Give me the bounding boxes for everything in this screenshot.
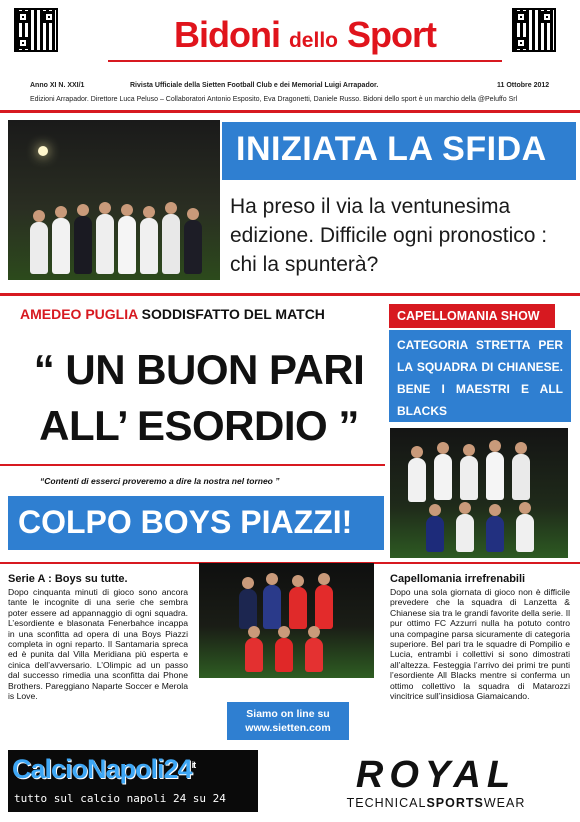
headline-colpo: COLPO BOYS PIAZZI! — [8, 496, 384, 550]
article-right-body: Dopo una sola giornata di gioco non è difficile prevedere che la squadra di Lanzetta & Chianese sia tra le grandi favorite della serie. Il pur ottimo FC Azzurri nulla ha potuto contro una compagine parsa sicuramente di categoria superiore. Bel pari tra le squadre di Pompilio e Lucia, entrambi i collettivi si sono dimostrati all’altezza. Festeggia l’arrivo dei primi tre punti l’esordiente All Blacks mentre si conferma un ottimo collettivo la squadra di Matarozzi vincitrice sull’insidiosa Giamaicando. — [390, 587, 570, 702]
main-quote: “ UN BUON PARI ALL’ ESORDIO ” — [33, 346, 365, 449]
rule-3 — [0, 464, 385, 466]
qr-code-left — [14, 8, 58, 52]
rule-1 — [0, 110, 580, 113]
team-photo-center — [199, 563, 374, 678]
sidebar-title: CAPELLOMANIA SHOW — [389, 304, 555, 328]
ad-right-logo: ROYAL — [355, 754, 517, 796]
credits-line: Edizioni Arrapador. Direttore Luca Peluso – Collaboratori Antonio Esposito, Eva Dragonetti, Daniele Russo. Bidoni dello sport è un marchio della @Peluffo Srl — [30, 96, 518, 103]
masthead-title: Bidoni dello Sport — [173, 14, 437, 55]
qr-code-right — [512, 8, 556, 52]
team-photo-right — [390, 428, 568, 558]
ad-left-logo: CalcioNapoli24 — [12, 754, 192, 784]
sidebar-box: CATEGORIA STRETTA PER LA SQUADRA DI CHIANESE. BENE I MAESTRI E ALL BLACKS — [389, 330, 571, 422]
article-right-title: Capellomania irrefrenabili — [390, 573, 526, 585]
ad-left-tagline: tutto sul calcio napoli 24 su 24 — [14, 792, 226, 805]
headline-iniziata: INIZIATA LA SFIDA — [222, 122, 576, 180]
ad-royal[interactable] — [300, 754, 572, 812]
ad-left-logo-sup: it — [191, 760, 196, 770]
ad-calcionapoli24[interactable] — [8, 750, 258, 812]
online-box[interactable]: Siamo on line su www.sietten.com — [227, 702, 349, 740]
rule-2 — [0, 293, 580, 296]
quote-caption: “Contenti di esserci proveremo a dire la nostra nel torneo ” — [40, 476, 280, 486]
ad-right-tagline-b: SPORTS — [426, 796, 484, 810]
issue-line: Anno XI N. XXI/1 Rivista Ufficiale della Sietten Football Club e dei Memorial Luigi Arrapador. 11 Ottobre 2012 — [30, 82, 550, 89]
masthead-rule — [108, 60, 502, 62]
article-left-body: Dopo cinquanta minuti di gioco sono ancora tante le incognite di una serie che sembra poter essere ad appannaggio di ogni squadra. L’esordiente e blasonata Fenerbahce incappa in una sconfitta ad opera di una Boys Piazzi completa in ogni reparto. Il Santamaria spreca ed è punita dal Villa Meridiana più esperta e cinica dell’avversario. L’Olimpic ad un passo dal successo rimedia una sconfitta dai Phone Brothers. Pareggiano Naparte Soccer e Merola is Love. — [8, 587, 188, 702]
ad-right-tagline-c: WEAR — [483, 796, 526, 810]
article-left-title: Serie A : Boys su tutte. — [8, 573, 128, 585]
kicker: AMEDEO PUGLIA SODDISFATTO DEL MATCH — [20, 306, 325, 322]
headline-iniziata-subtitle: Ha preso il via la ventunesima edizione. Difficile ogni pronostico : chi la spunterà? — [230, 195, 548, 276]
ad-right-tagline-a: TECHNICAL — [346, 796, 427, 810]
team-photo-top — [8, 120, 220, 280]
